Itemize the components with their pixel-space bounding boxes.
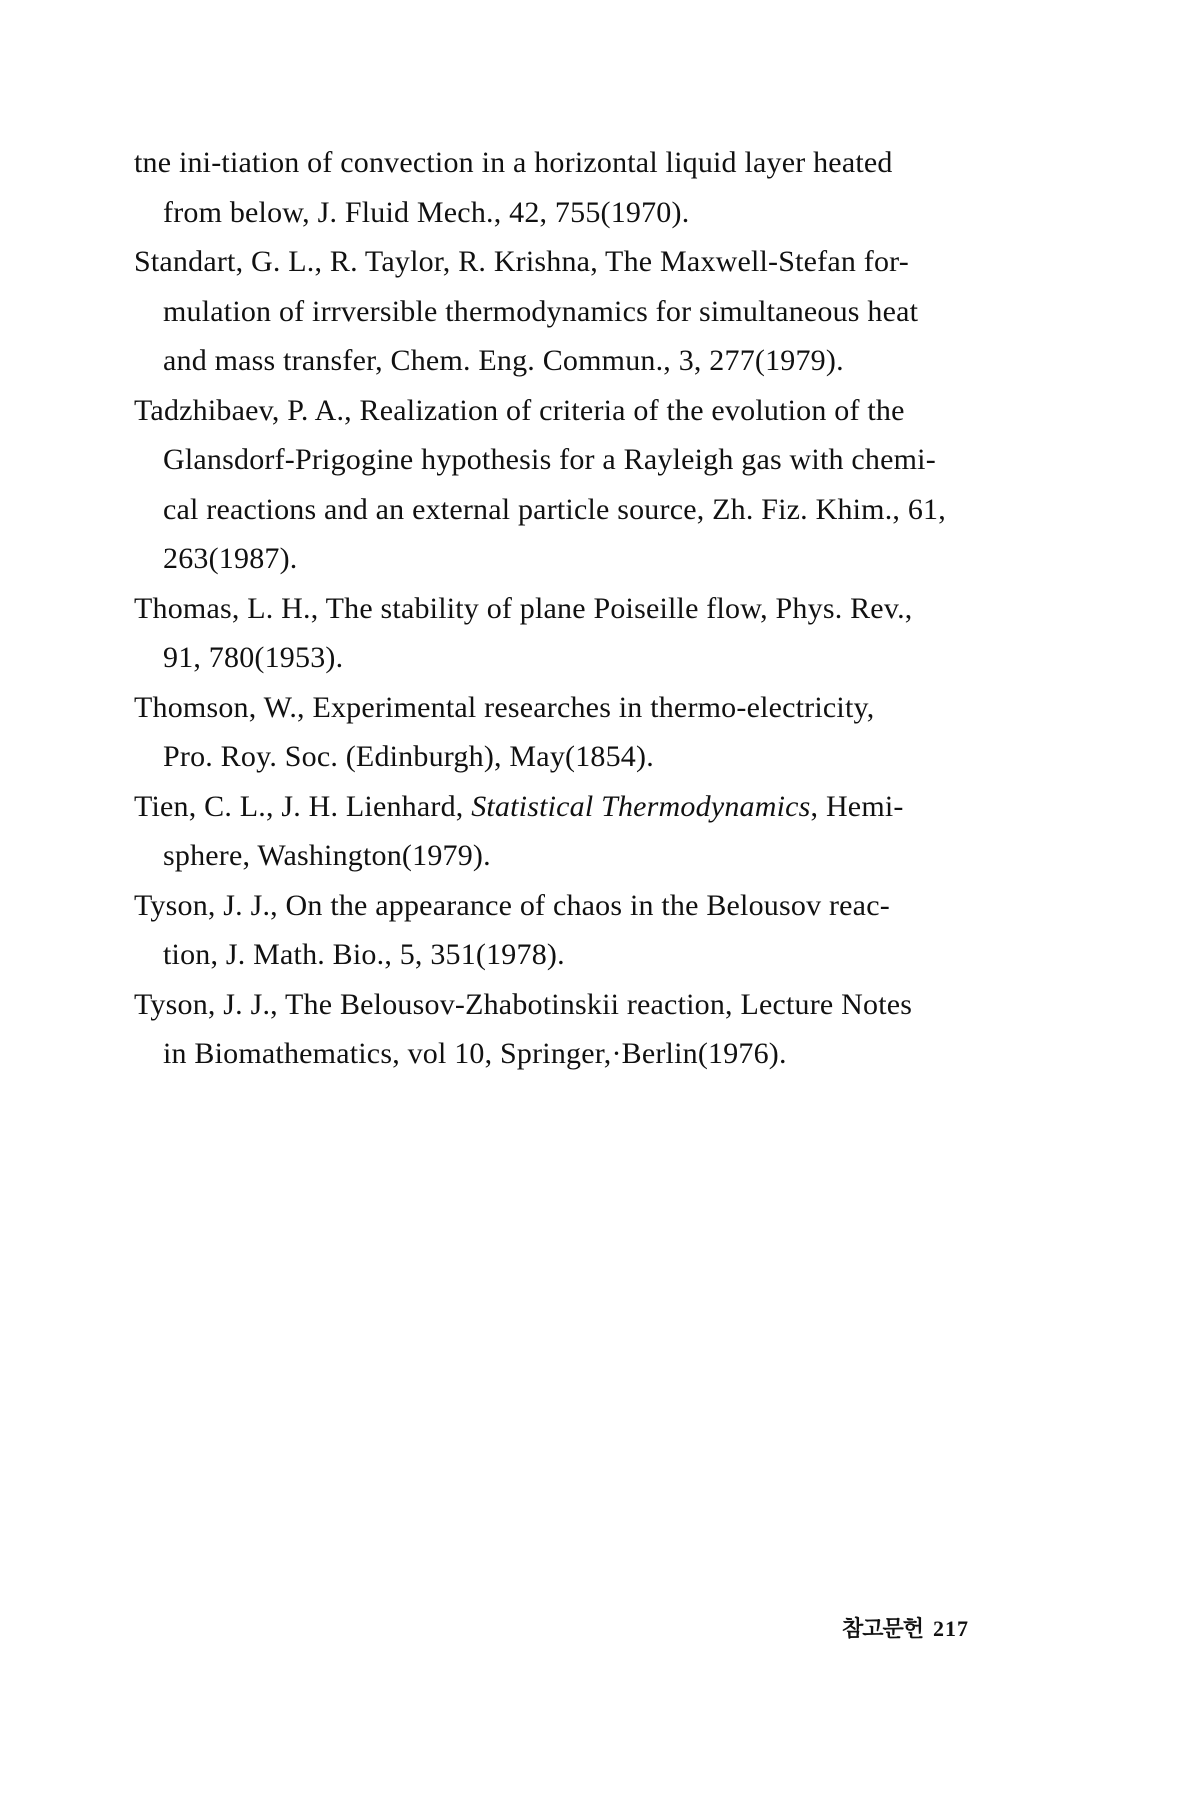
reference-line bbox=[134, 790, 904, 823]
reference-line: Tyson, J. J., The Belousov-Zhabotinskii reaction, Lecture Notes bbox=[134, 987, 913, 1021]
reference-entry-tyson-1978 bbox=[134, 881, 1014, 980]
reference-entry-standart bbox=[134, 237, 1014, 386]
page-number: 217 bbox=[933, 1616, 970, 1641]
reference-line: tion, J. Math. Bio., 5, 351(1978). bbox=[163, 938, 565, 971]
reference-entry-tien bbox=[134, 782, 1014, 881]
reference-line: Glansdorf-Prigogine hypothesis for a Rayleigh gas with chemi- bbox=[163, 443, 936, 476]
reference-line: 91, 780(1953). bbox=[163, 641, 344, 674]
reference-line: 263(1987). bbox=[163, 542, 298, 575]
reference-list bbox=[134, 138, 1014, 1079]
reference-authors: Tien, C. L., J. H. Lienhard, bbox=[134, 789, 472, 823]
reference-line: Thomson, W., Experimental researches in thermo-electricity, bbox=[134, 690, 875, 724]
reference-line: Tyson, J. J., On the appearance of chaos in the Belousov reac- bbox=[134, 888, 890, 922]
reference-line: tne ini-tiation of convection in a horizontal liquid layer heated bbox=[134, 146, 893, 179]
reference-line: Thomas, L. H., The stability of plane Poiseille flow, Phys. Rev., bbox=[134, 591, 913, 625]
reference-line: Standart, G. L., R. Taylor, R. Krishna, The Maxwell-Stefan for- bbox=[134, 245, 909, 278]
reference-line: mulation of irrversible thermodynamics for simultaneous heat bbox=[163, 294, 919, 328]
reference-line: in Biomathematics, vol 10, Springer,·Berlin(1976). bbox=[163, 1037, 787, 1070]
reference-book-title: Statistical Thermodynamics bbox=[471, 789, 811, 823]
reference-entry-continued bbox=[134, 138, 1014, 237]
reference-entry-tyson-1976 bbox=[134, 980, 1014, 1079]
reference-entry-thomas bbox=[134, 584, 1014, 683]
reference-line: sphere, Washington(1979). bbox=[163, 839, 491, 872]
reference-entry-thomson bbox=[134, 683, 1014, 782]
reference-line: Tadzhibaev, P. A., Realization of criteria of the evolution of the bbox=[134, 393, 905, 427]
reference-line: Pro. Roy. Soc. (Edinburgh), May(1854). bbox=[163, 740, 654, 773]
reference-text: , Hemi- bbox=[810, 789, 904, 823]
reference-line: and mass transfer, Chem. Eng. Commun., 3, 277(1979). bbox=[163, 344, 844, 377]
reference-line: from below, J. Fluid Mech., 42, 755(1970). bbox=[163, 195, 690, 229]
page-footer bbox=[842, 1614, 969, 1645]
running-section-title: 참고문헌 bbox=[842, 1617, 924, 1642]
reference-line: cal reactions and an external particle source, Zh. Fiz. Khim., 61, bbox=[163, 492, 946, 526]
reference-entry-tadzhibaev bbox=[134, 386, 1014, 584]
